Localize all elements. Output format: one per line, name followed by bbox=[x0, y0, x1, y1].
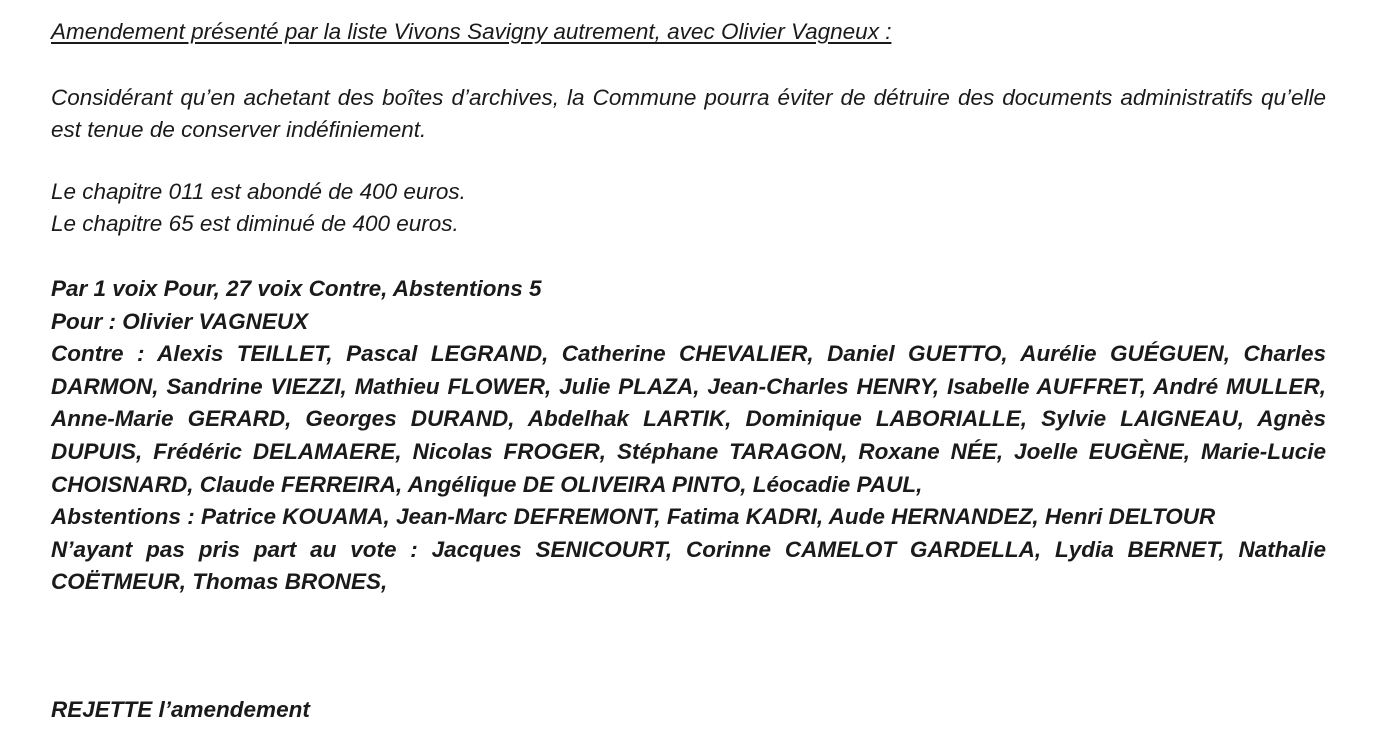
vote-summary: Par 1 voix Pour, 27 voix Contre, Abstentions 5 bbox=[51, 276, 542, 301]
vote-abstentions: Abstentions : Patrice KOUAMA, Jean-Marc DEFREMONT, Fatima KADRI, Aude HERNANDEZ, Henri DELTOUR bbox=[51, 504, 1216, 530]
chapter-line-011: Le chapitre 011 est abondé de 400 euros. bbox=[51, 179, 466, 204]
vote-result: REJETTE l’amendement bbox=[51, 697, 310, 722]
chapter-lines bbox=[51, 176, 1326, 240]
vote-section bbox=[51, 273, 1326, 599]
vote-contre: Contre : Alexis TEILLET, Pascal LEGRAND, Catherine CHEVALIER, Daniel GUETTO, Aurélie GUÉGUEN, Charles DARMON, Sandrine VIEZZI, Mathieu FLOWER, Julie PLAZA, Jean-Charles HENRY, Isabelle AUFFRET, André MULLER, Anne-Marie GERARD, Georges DURAND, Abdelhak LARTIK, Dominique LABORIALLE, Sylvie LAIGNEAU, Agnès DUPUIS, Frédéric DELAMAERE, Nicolas FROGER, Stéphane TARAGON, Roxane NÉE, Joelle EUGÈNE, Marie-Lucie CHOISNARD, Claude FERREIRA, Angélique DE OLIVEIRA PINTO, Léocadie PAUL, bbox=[51, 341, 1326, 497]
vote-non-participants: N’ayant pas pris part au vote : Jacques SENICOURT, Corinne CAMELOT GARDELLA, Lydia BERNET, Nathalie COËTMEUR, Thomas BRONES, bbox=[51, 536, 1326, 595]
intro-paragraph: Considérant qu’en achetant des boîtes d’archives, la Commune pourra éviter de détruire des documents administratifs qu’elle est tenue de conserver indéfiniement. bbox=[51, 85, 1326, 142]
vote-pour: Pour : Olivier VAGNEUX bbox=[51, 308, 309, 334]
amendment-title: Amendement présenté par la liste Vivons Savigny autrement, avec Olivier Vagneux : bbox=[51, 19, 892, 44]
chapter-line-65: Le chapitre 65 est diminué de 400 euros. bbox=[51, 211, 459, 236]
